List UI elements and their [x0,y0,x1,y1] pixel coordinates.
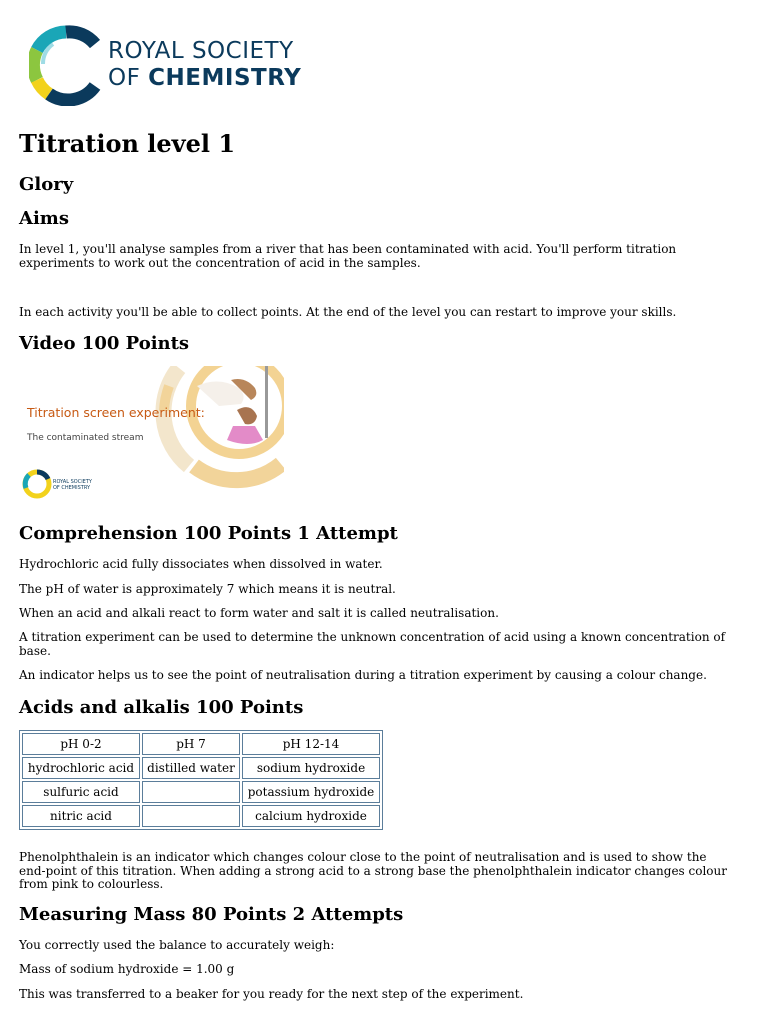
comprehension-statement: Hydrochloric acid fully dissociates when dissolved in water. [19,557,383,571]
acids-heading: Acids and alkalis 100 Points [19,697,304,718]
video-thumbnail-subtitle: The contaminated stream [27,433,144,443]
table-cell: nitric acid [22,805,140,827]
video-thumbnail-logo: ROYAL SOCIETY OF CHEMISTRY [53,479,92,491]
aims-paragraph-1: In level 1, you'll analyse samples from a river that has been contaminated with acid. You'll perform titration experiments to work out the concentration of acid in the samples. [19,242,677,270]
rsc-logo [29,24,329,106]
mass-line-1: You correctly used the balance to accurately weigh: [19,938,335,952]
video-thumbnail-title: Titration screen experiment: [27,405,205,420]
logo-line-2: OF CHEMISTRY [108,65,302,91]
table-header-cell: pH 12-14 [242,733,380,755]
rsc-ring-icon [29,24,103,106]
table-cell: hydrochloric acid [22,757,140,779]
mass-line-2: Mass of sodium hydroxide = 1.00 g [19,962,235,976]
table-row [22,781,380,803]
table-cell: potassium hydroxide [242,781,380,803]
table-header-cell: pH 0-2 [22,733,140,755]
comprehension-statement: When an acid and alkali react to form water and salt it is called neutralisation. [19,606,499,620]
comprehension-statement: A titration experiment can be used to determine the unknown concentration of acid using a known concentration of base. [19,630,726,658]
aims-heading: Aims [19,208,69,229]
table-cell: distilled water [142,757,240,779]
video-thumbnail[interactable] [19,366,284,506]
aims-paragraph-2: In each activity you'll be able to collect points. At the end of the level you can restart to improve your skills. [19,305,677,319]
table-cell [142,781,240,803]
comprehension-statement: An indicator helps us to see the point of neutralisation during a titration experiment by causing a colour change. [19,668,707,682]
table-header-cell: pH 7 [142,733,240,755]
table-row [22,805,380,827]
table-row [22,757,380,779]
video-heading: Video 100 Points [19,333,190,354]
table-cell: sodium hydroxide [242,757,380,779]
mass-heading: Measuring Mass 80 Points 2 Attempts [19,904,404,925]
logo-line-1: ROYAL SOCIETY [108,38,294,64]
table-cell: calcium hydroxide [242,805,380,827]
table-cell [142,805,240,827]
ph-table [19,730,383,830]
table-header-row [22,733,380,755]
mass-line-3: This was transferred to a beaker for you ready for the next step of the experiment. [19,987,524,1001]
comprehension-statement: The pH of water is approximately 7 which means it is neutral. [19,582,396,596]
table-cell: sulfuric acid [22,781,140,803]
comprehension-heading: Comprehension 100 Points 1 Attempt [19,523,398,544]
student-name: Glory [19,174,74,195]
page-title: Titration level 1 [19,129,236,158]
phenolphthalein-paragraph: Phenolphthalein is an indicator which changes colour close to the point of neutralisation and is used to show the end-point of this titration. When adding a strong acid to a strong base the phenolphthalein indicator changes colour from pink to colourless. [19,850,727,891]
logo-wordmark [108,40,301,90]
